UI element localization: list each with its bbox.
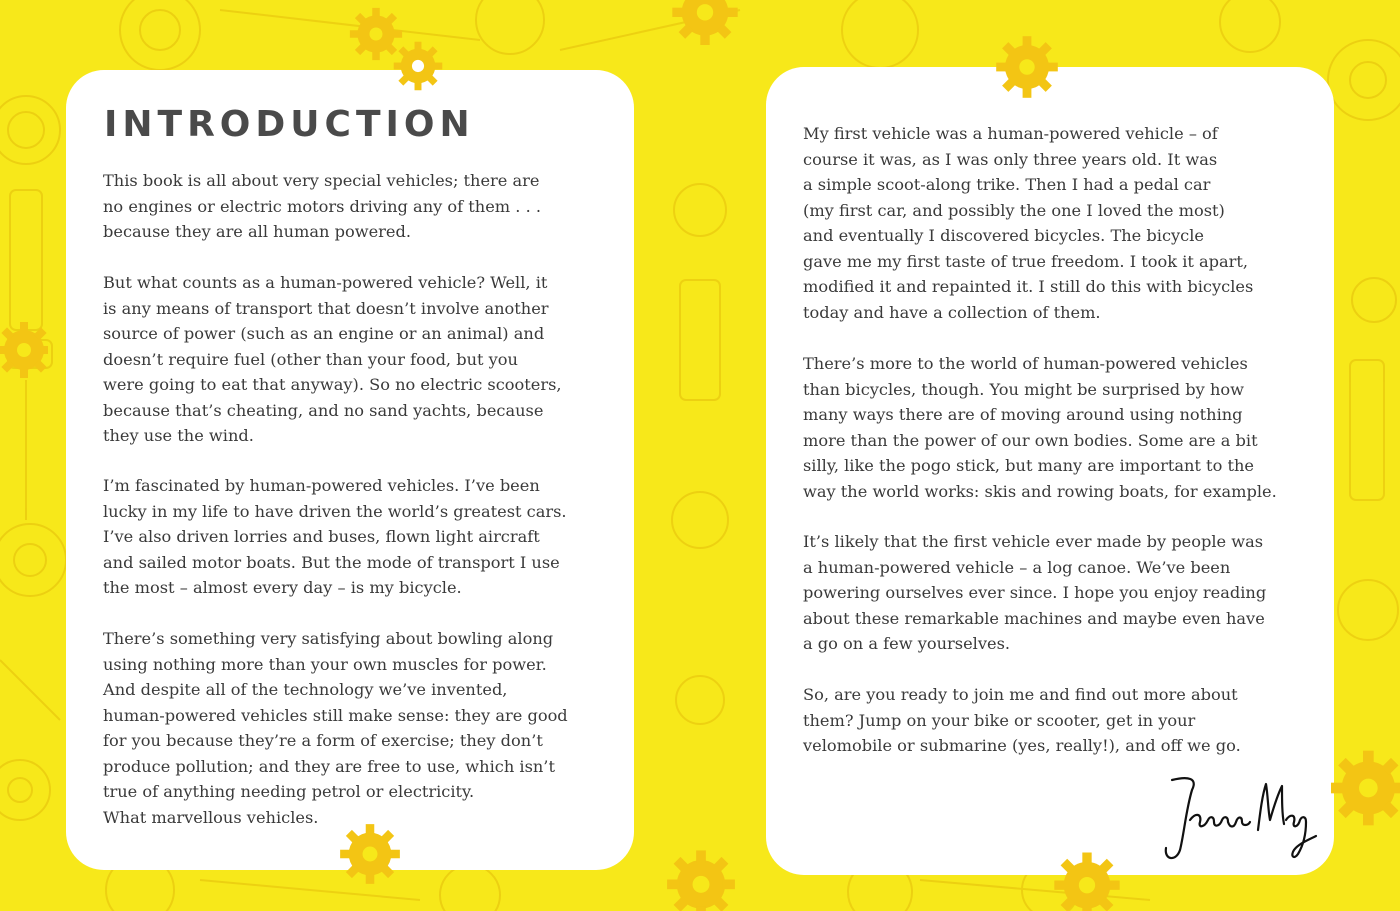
intro-paragraph-4: There’s something very satisfying about bowling along using nothing more than your own muscles for power. And despite all of the technology we’ve invented, human-powered vehicles still make sense: they are good for you because they’re a form of exercise; they don’t produce pollution; and they are free to use, which isn’t true of anything needing petrol or electricity. What marvellous vehicles. bbox=[103, 629, 568, 827]
intro-paragraph-2: But what counts as a human-powered vehicle? Well, it is any means of transport that doesn’t involve another source of power (such as an engine or an animal) and doesn’t require fuel (other than your food, but you were going to eat that anyway). So no electric scooters, because that’s cheating, and no sand yachts, because they use the wind. bbox=[103, 273, 562, 445]
gear-icon bbox=[1326, 748, 1400, 828]
gear-icon bbox=[392, 40, 444, 92]
intro-paragraph-7: It’s likely that the first vehicle ever made by people was a human-powered vehicle – a log canoe. We’ve been powering ourselves ever since. I hope you enjoy reading about these remarkable machines and maybe even have a go on a few yourselves. bbox=[803, 532, 1267, 653]
page-title: INTRODUCTION bbox=[104, 104, 475, 145]
intro-paragraph-6: There’s more to the world of human-powered vehicles than bicycles, though. You might be surprised by how many ways there are of moving around using nothing more than the power of our own bodies. Some are a bit silly, like the pogo stick, but many are important to the way the world works: skis and rowing boats, for example. bbox=[803, 354, 1277, 501]
gear-icon bbox=[1052, 850, 1122, 911]
gear-icon bbox=[994, 34, 1060, 100]
signature-image bbox=[1158, 770, 1322, 866]
gear-icon bbox=[670, 0, 740, 48]
gear-icon bbox=[338, 822, 402, 886]
intro-paragraph-8: So, are you ready to join me and find out more about them? Jump on your bike or scooter, get in your velomobile or submarine (yes, really!), and off we go. bbox=[803, 685, 1241, 755]
gear-icon bbox=[0, 320, 48, 380]
intro-paragraph-5: My first vehicle was a human-powered vehicle – of course it was, as I was only three years old. It was a simple scoot-along trike. Then I had a pedal car (my first car, and possibly the one I loved the most) and eventually I discovered bicycles. The bicycle gave me my first taste of true freedom. I took it apart, modified it and repainted it. I still do this with bicycles today and have a collection of them. bbox=[803, 124, 1254, 322]
gear-icon bbox=[664, 848, 738, 911]
intro-paragraph-1: This book is all about very special vehicles; there are no engines or electric motors driving any of them . . . because they are all human powered. bbox=[103, 171, 542, 241]
intro-paragraph-3: I’m fascinated by human-powered vehicles. I’ve been lucky in my life to have driven the world’s greatest cars. I’ve also driven lorries and buses, flown light aircraft and sailed motor boats. But the mode of transport I use the most – almost every day – is my bicycle. bbox=[103, 476, 567, 597]
